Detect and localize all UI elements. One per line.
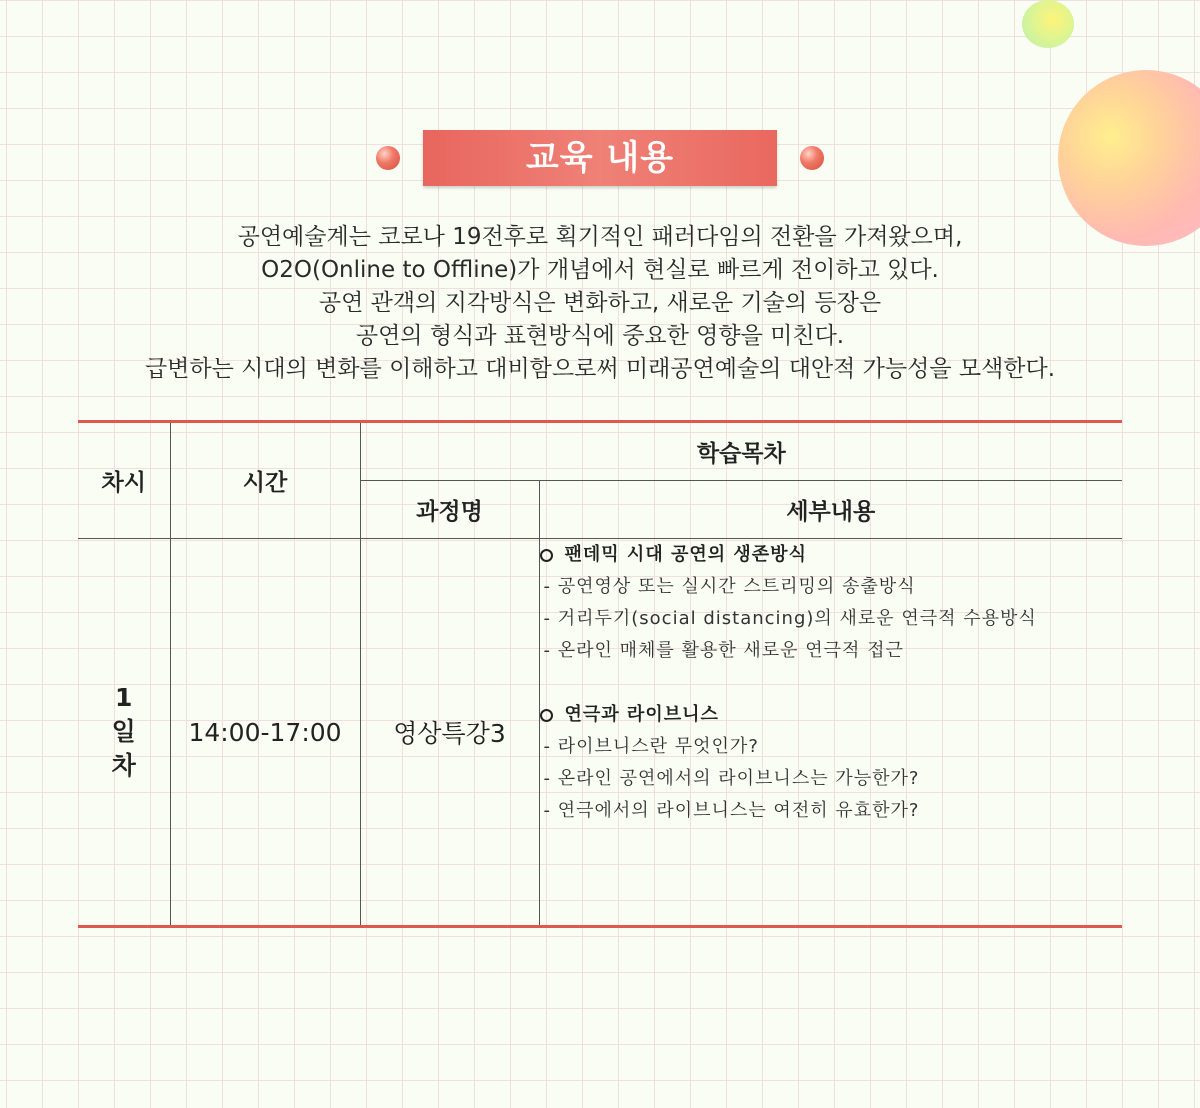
table-header-row (78, 422, 1122, 481)
topic-item: - 온라인 공연에서의 라이브니스는 가능한가? (543, 768, 920, 789)
time-cell: 14:00-17:00 (170, 539, 360, 927)
circle-bullet-icon (540, 549, 553, 562)
topic-title: 팬데믹 시대 공연의 생존방식 (564, 544, 807, 565)
header-curriculum: 학습목차 (360, 422, 1122, 481)
topic-item: - 라이브니스란 무엇인가? (543, 736, 759, 757)
intro-line: O2O(Online to Offline)가 개념에서 현실로 빠르게 전이하고 있다. (261, 257, 939, 283)
header-session: 차시 (78, 422, 170, 539)
topic-item: - 공연영상 또는 실시간 스트리밍의 송출방식 (543, 576, 916, 597)
topic-heading (540, 699, 1123, 731)
intro-paragraph (0, 221, 1200, 386)
course-cell: 영상특강3 (360, 539, 539, 927)
table-row (78, 539, 1122, 927)
section-title (0, 130, 1200, 186)
bead-ornament-right (800, 146, 824, 170)
details-cell (539, 539, 1122, 927)
topic-heading (540, 539, 1123, 571)
intro-line: 공연예술계는 코로나 19전후로 획기적인 패러다임의 전환을 가져왔으며, (237, 224, 963, 250)
session-cell (78, 539, 170, 927)
header-time: 시간 (170, 422, 360, 539)
header-course-name: 과정명 (360, 481, 539, 539)
intro-line: 공연의 형식과 표현방식에 중요한 영향을 미친다. (355, 323, 845, 349)
circle-bullet-icon (540, 709, 553, 722)
session-char: 1 (115, 683, 133, 712)
title-banner: 교육 내용 (423, 130, 777, 186)
intro-line: 공연 관객의 지각방식은 변화하고, 새로운 기술의 등장은 (318, 290, 882, 316)
header-details: 세부내용 (539, 481, 1122, 539)
topic-title: 연극과 라이브니스 (564, 704, 719, 725)
session-char: 일 (111, 717, 136, 746)
session-char: 차 (111, 751, 136, 780)
curriculum-table (78, 420, 1122, 928)
decorative-circle-small (1022, 0, 1074, 48)
intro-line: 급변하는 시대의 변화를 이해하고 대비함으로써 미래공연예술의 대안적 가능성을 모색한다. (144, 356, 1056, 382)
bead-ornament-left (376, 146, 400, 170)
topic-item: - 거리두기(social distancing)의 새로운 연극적 수용방식 (543, 608, 1037, 629)
topic-item: - 온라인 매체를 활용한 새로운 연극적 접근 (543, 640, 904, 661)
topic-item: - 연극에서의 라이브니스는 여전히 유효한가? (543, 800, 920, 821)
